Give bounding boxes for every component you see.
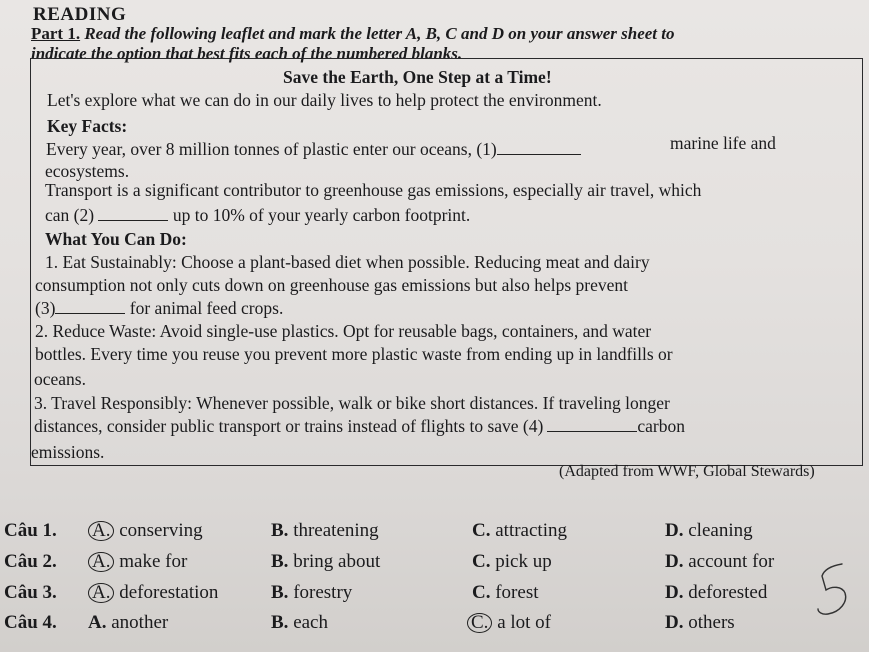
item-1-text-c: (3) [35, 298, 56, 318]
option-c[interactable]: C. a lot of [472, 612, 551, 634]
option-letter-circled: A. [88, 583, 114, 603]
handwritten-mark-icon [812, 560, 857, 620]
fact-2-line-2 [45, 205, 470, 226]
item-1-line-2: consumption not only cuts down on greenhouse gas emissions but also helps prevent [35, 275, 628, 295]
blank-2 [98, 219, 168, 221]
blank-1 [497, 153, 581, 155]
option-c[interactable]: C. pick up [472, 551, 552, 572]
option-a[interactable]: A. make for [93, 551, 187, 573]
fact-1-text-b: marine life and [670, 133, 776, 153]
option-a[interactable]: A. deforestation [93, 582, 218, 604]
blank-3 [55, 312, 125, 314]
source-citation: (Adapted from WWF, Global Stewards) [559, 463, 815, 480]
instruction-text-1: Read the following leaflet and mark the letter A, B, C and D on your answer sheet to [84, 24, 675, 43]
leaflet-title: Save the Earth, One Step at a Time! [283, 67, 552, 87]
option-letter-circled: A. [88, 521, 114, 541]
item-2-line-3: oceans. [34, 369, 86, 389]
fact-2-line-1: Transport is a significant contributor to greenhouse gas emissions, especially air travel, which [45, 180, 702, 200]
fact-1-line-2: ecosystems. [45, 161, 130, 181]
fact-2-text-b: up to 10% of your yearly carbon footprint. [172, 205, 471, 225]
item-1-line-1: 1. Eat Sustainably: Choose a plant-based diet when possible. Reducing meat and dairy [45, 252, 650, 272]
blank-4 [547, 430, 637, 432]
question-label: Câu 2. [4, 551, 57, 572]
item-3-line-3: emissions. [31, 442, 105, 462]
option-letter-circled: C. [467, 613, 492, 633]
item-2-line-2: bottles. Every time you reuse you prevent more plastic waste from ending up in landfills or [35, 344, 673, 364]
item-3-text-b: distances, consider public transport or trains instead of flights to save (4) [34, 416, 544, 436]
fact-1-text-a: Every year, over 8 million tonnes of plastic enter our oceans, (1) [46, 139, 497, 159]
part-label: Part 1. [31, 24, 81, 43]
question-label: Câu 4. [4, 612, 57, 633]
question-label: Câu 1. [4, 520, 57, 541]
option-d[interactable]: D. account for [665, 551, 775, 572]
option-d[interactable]: D. others [665, 612, 735, 633]
option-b[interactable]: B. threatening [271, 520, 379, 541]
option-b[interactable]: B. bring about [271, 551, 381, 572]
option-d[interactable]: D. deforested [665, 582, 768, 603]
option-a[interactable]: A. conserving [93, 520, 203, 542]
item-3-line-1: 3. Travel Responsibly: Whenever possible, walk or bike short distances. If traveling longer [34, 393, 670, 413]
what-you-can-do-label: What You Can Do: [45, 229, 187, 249]
item-3-text-c: carbon [637, 416, 685, 436]
option-c[interactable]: C. forest [472, 582, 539, 603]
question-label: Câu 3. [4, 582, 57, 603]
reading-heading: READING [33, 4, 127, 25]
option-b[interactable]: B. forestry [271, 582, 353, 603]
fact-2-text-a: can (2) [45, 205, 95, 225]
key-facts-label: Key Facts: [47, 116, 128, 136]
item-2-line-1: 2. Reduce Waste: Avoid single-use plastics. Opt for reusable bags, containers, and water [35, 321, 652, 341]
option-c[interactable]: C. attracting [472, 520, 567, 541]
instruction-line-1 [31, 24, 675, 44]
item-1-line-3 [35, 298, 283, 319]
option-d[interactable]: D. cleaning [665, 520, 753, 541]
item-1-text-d: for animal feed crops. [129, 298, 284, 318]
item-3-line-2 [34, 416, 685, 437]
option-a[interactable]: A. another [88, 612, 169, 633]
leaflet-intro: Let's explore what we can do in our daily lives to help protect the environment. [47, 90, 602, 110]
fact-1-line-1 [46, 139, 581, 160]
option-letter-circled: A. [88, 552, 114, 572]
option-b[interactable]: B. each [271, 612, 328, 633]
instruction-line-2: indicate the option that best fits each of the numbered blanks. [31, 44, 463, 63]
